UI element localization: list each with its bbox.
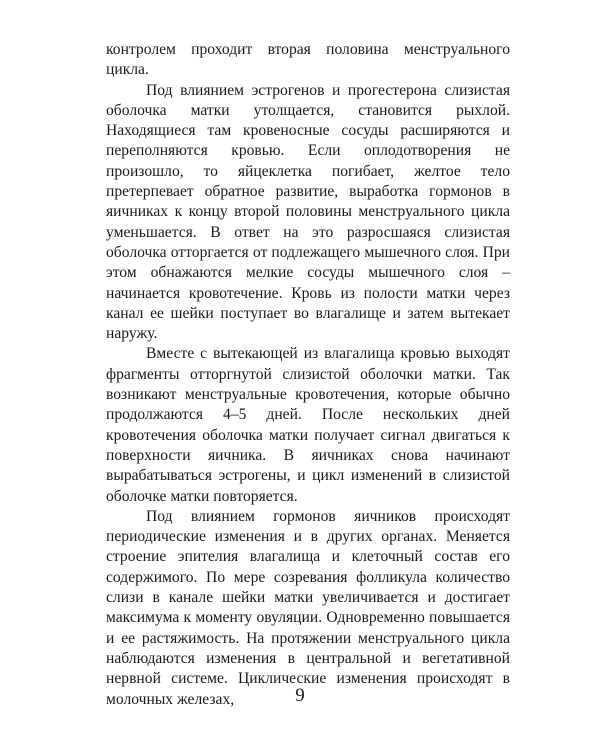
paragraph: Под влиянием эстрогенов и прогестерона слизистая оболочка матки утолщается, становится рыхлой. Находящиеся там кровеносные сосуды расширяются и переполняются кровью. Если оплодотворения не произошло, то яйцеклетка погибает, желтое тело претерпевает обратное развитие, выработка гормонов в яичниках к концу второй половины менструального цикла уменьшается. В ответ на это разросшаяся слизистая оболочка отторгается от подлежащего мышечного слоя. При этом обнажаются мелкие сосуды мышечного слоя – начинается кровотечение. Кровь из полости матки через канал ее шейки поступает во влагалище и затем вытекает наружу. xyxy=(106,81,510,343)
body-text xyxy=(106,40,510,710)
paragraph-continuation: контролем проходит вторая половина менструального цикла. xyxy=(106,41,510,79)
paragraph: Под влиянием гормонов яичников происходят периодические изменения и в других органах. Меняется строение эпителия влагалища и клеточный состав его содержимого. По мере созревания фолликула количество слизи в канале шейки матки увеличивается и достигает максимума к моменту овуляции. Одновременно повышается и ее растяжимость. На протяжении менструального цикла наблюдаются изменения в центральной и вегетативной нервной системе. Циклические изменения происходят в молочных железах, xyxy=(106,507,510,708)
paragraph: Вместе с вытекающей из влагалища кровью выходят фрагменты отторгнутой слизистой оболочки матки. Так возникают менструальные кровотечения, которые обычно продолжаются 4–5 дней. После нескольких дней кровотечения оболочка матки получает сигнал двигаться к поверхности яичника. В яичниках снова начинают вырабатываться эстрогены, и цикл изменений в слизистой оболочке матки повторяется. xyxy=(106,345,510,505)
page-number: 9 xyxy=(295,685,305,706)
